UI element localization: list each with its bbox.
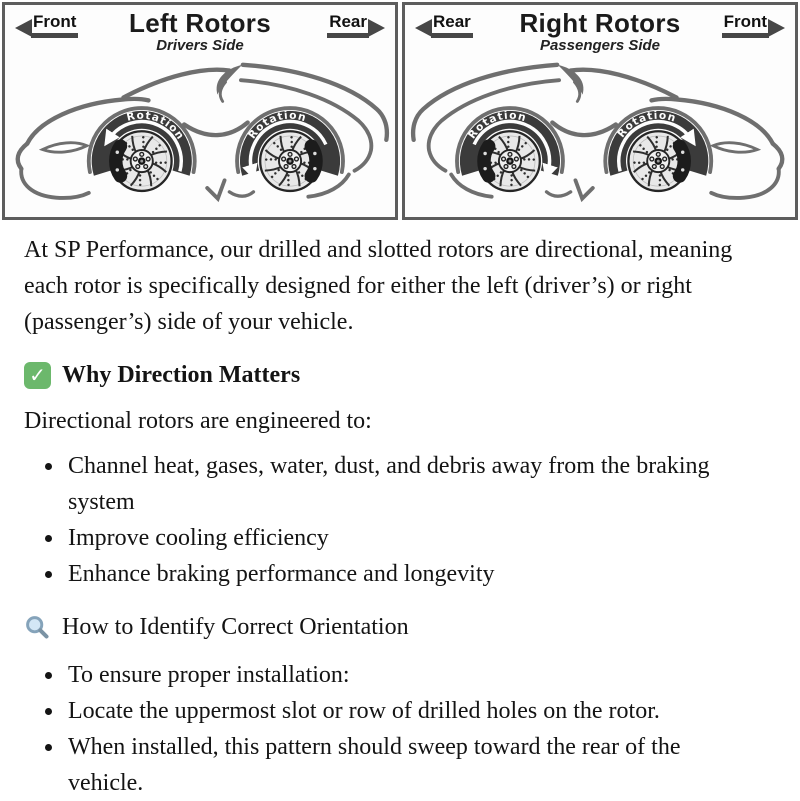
heading-text: Why Direction Matters	[62, 362, 301, 388]
arrow-left-icon	[415, 19, 432, 37]
front-direction-indicator	[15, 12, 78, 38]
heading-text: How to Identify Correct Orientation	[62, 614, 409, 640]
rotation-label: Rotation	[466, 109, 529, 142]
engineered-lead-text: Directional rotors are engineered to:	[24, 408, 372, 434]
direction-label: Rear	[431, 12, 473, 38]
list-item: • Improve cooling efficiency	[65, 520, 754, 556]
right-panel-header	[405, 5, 795, 59]
rear-direction-indicator	[327, 12, 385, 38]
intro-paragraph: At SP Performance, our drilled and slotted rotors are directional, meaning each rotor is specifically designed for either the left (driver’s) or right (passenger’s) side of your vehicle.	[24, 237, 733, 335]
left-panel-header	[5, 5, 395, 59]
arrow-right-icon	[768, 19, 785, 37]
list-item: • When installed, this pattern should sweep toward the rear of the vehicle.	[65, 729, 754, 801]
green-check-icon	[24, 362, 51, 389]
why-direction-matters-heading	[24, 357, 780, 393]
panel-title: Right Rotors	[519, 8, 681, 38]
panel-subtitle: Drivers Side	[156, 37, 244, 55]
direction-label: Rear	[327, 12, 369, 38]
list-item: • Enhance braking performance and longevity	[65, 556, 754, 592]
magnifying-glass-icon	[24, 614, 51, 641]
right-rotors-panel	[402, 2, 798, 220]
car-illustration-left	[5, 59, 395, 215]
rotation-label: Rotation	[125, 109, 187, 143]
article-body	[0, 222, 800, 801]
rotation-label: Rotation	[246, 109, 309, 142]
direction-label: Front	[31, 12, 78, 38]
why-bullet-list	[24, 448, 754, 592]
panel-title: Left Rotors	[129, 8, 271, 38]
identify-bullet-list	[24, 657, 754, 801]
car-illustration-right	[405, 59, 795, 215]
rotation-label: Rotation	[615, 109, 678, 140]
list-item: • Channel heat, gases, water, dust, and debris away from the braking system	[65, 448, 754, 520]
left-rotors-panel	[2, 2, 398, 220]
rotor-direction-diagram	[0, 0, 800, 222]
front-direction-indicator	[722, 12, 785, 38]
identify-orientation-heading	[24, 609, 780, 645]
rear-direction-indicator	[415, 12, 473, 38]
list-item: • Locate the uppermost slot or row of drilled holes on the rotor.	[65, 693, 754, 729]
arrow-right-icon	[368, 19, 385, 37]
arrow-left-icon	[15, 19, 32, 37]
list-item: • To ensure proper installation:	[65, 657, 754, 693]
direction-label: Front	[722, 12, 769, 38]
panel-subtitle: Passengers Side	[539, 37, 661, 55]
